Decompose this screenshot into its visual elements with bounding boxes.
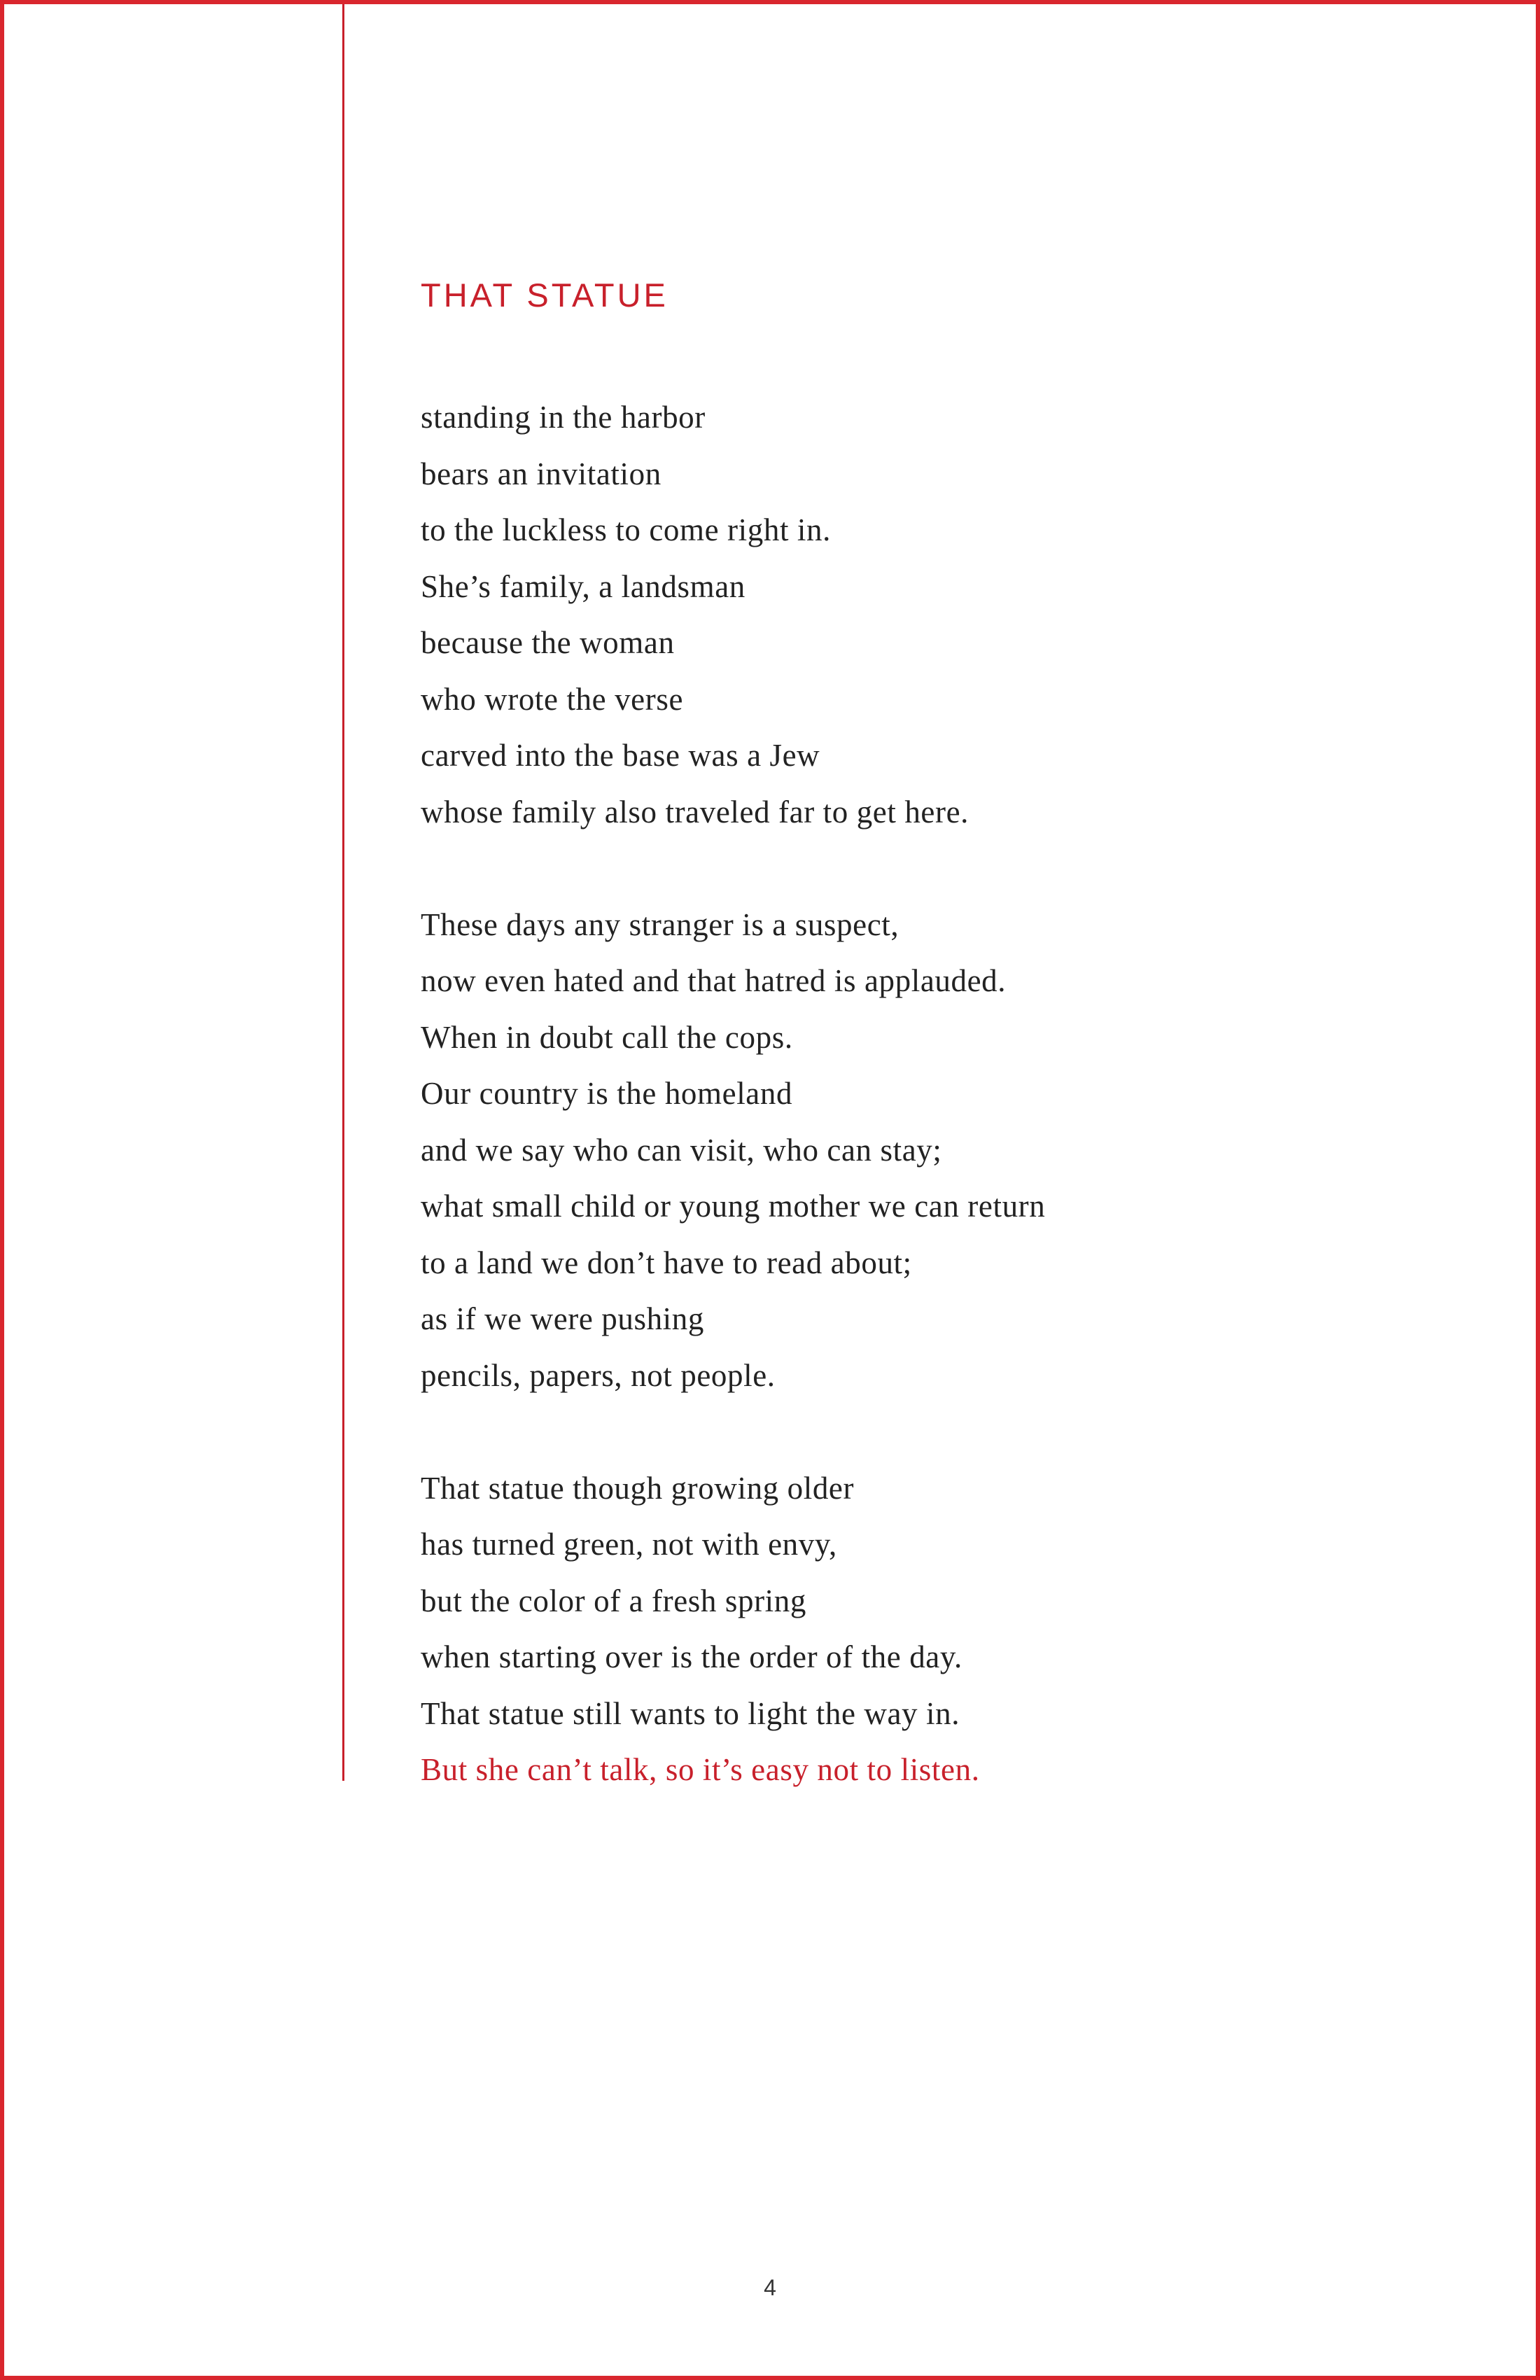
poem-line: whose family also traveled far to get here. (421, 794, 969, 830)
poem-line: what small child or young mother we can return (421, 1189, 1046, 1224)
poem-line: That statue still wants to light the way in. (421, 1695, 960, 1731)
poem-line: to a land we don’t have to read about; (421, 1245, 912, 1280)
poem-line: pencils, papers, not people. (421, 1357, 776, 1393)
poem-line: but the color of a fresh spring (421, 1583, 806, 1618)
poem-line: who wrote the verse (421, 681, 684, 717)
poem-line: These days any stranger is a suspect, (421, 906, 899, 942)
poem-line: That statue though growing older (421, 1470, 855, 1506)
page-number: 4 (764, 2275, 776, 2300)
poem-line: carved into the base was a Jew (421, 738, 820, 773)
poem-line: When in doubt call the cops. (421, 1019, 793, 1055)
stanza-3 (421, 1460, 1331, 1798)
poem-line: now even hated and that hatred is applauded. (421, 963, 1007, 998)
poem-line: when starting over is the order of the day. (421, 1639, 962, 1674)
poem-line: to the luckless to come right in. (421, 512, 831, 547)
poem-line: Our country is the homeland (421, 1076, 793, 1111)
poem-body (421, 389, 1331, 1798)
poem-line: and we say who can visit, who can stay; (421, 1132, 942, 1168)
poem-closing-line: But she can’t talk, so it’s easy not to listen. (421, 1752, 980, 1787)
stanza-2 (421, 897, 1331, 1404)
poem-line: bears an invitation (421, 456, 662, 491)
poem-line: because the woman (421, 625, 675, 660)
poem-title: THAT STATUE (421, 276, 668, 314)
poem-line: She’s family, a landsman (421, 568, 746, 604)
poem-line: standing in the harbor (421, 400, 706, 435)
poem-line: as if we were pushing (421, 1301, 704, 1336)
vertical-rule (342, 4, 344, 1781)
poem-line: has turned green, not with envy, (421, 1527, 837, 1562)
stanza-1 (421, 389, 1331, 840)
